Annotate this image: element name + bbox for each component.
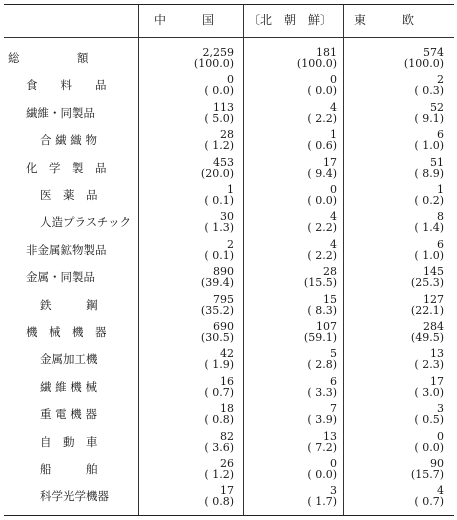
table-row (4, 211, 454, 239)
cell-value: 16 (220, 374, 234, 388)
cell-share: ( 0.8) (204, 495, 234, 509)
cell-share: (49.5) (410, 331, 444, 344)
row-label: 医 薬 品 (40, 188, 98, 202)
cell-share: (59.1) (303, 331, 337, 344)
table-cell (136, 321, 234, 343)
cell-value: 30 (220, 210, 234, 224)
cell-share: ( 0.7) (414, 495, 444, 509)
cell-value: 28 (220, 128, 234, 142)
cell-value: 574 (423, 46, 444, 59)
cell-share: ( 1.0) (414, 248, 444, 262)
table-cell (239, 157, 337, 179)
table-cell (239, 485, 337, 507)
cell-value: 0 (437, 429, 444, 443)
cell-value: 1 (437, 183, 444, 196)
cell-value: 6 (437, 128, 444, 142)
table-cell (136, 157, 234, 179)
table-cell (239, 74, 337, 96)
table-cell (136, 266, 234, 288)
cell-share: ( 0.3) (414, 84, 444, 98)
table-cell (346, 458, 444, 480)
cell-value: 13 (323, 429, 337, 443)
cell-share: ( 0.7) (204, 385, 234, 399)
cell-share: ( 3.6) (204, 440, 234, 454)
column-header-north-korea: 〔北 朝 鮮〕 (248, 13, 333, 27)
row-label: 食 料 品 (26, 78, 107, 93)
row-label: 自 動 車 (40, 434, 98, 449)
table-cell (346, 403, 444, 425)
row-label: 金属加工機 (40, 352, 98, 367)
cell-share: (39.4) (200, 276, 234, 290)
row-label: 総 額 (8, 51, 89, 65)
table-row (4, 458, 454, 486)
cell-share: (35.2) (200, 303, 234, 317)
table-cell (239, 239, 337, 261)
cell-value: 453 (213, 155, 234, 169)
table-cell (136, 184, 234, 206)
row-label: 科学光学機器 (40, 489, 109, 504)
table-row (4, 184, 454, 212)
cell-share: ( 0.0) (204, 84, 234, 98)
cell-value: 82 (220, 429, 234, 443)
row-label: 船 舶 (40, 462, 98, 476)
cell-value: 0 (330, 457, 337, 470)
table-cell (136, 403, 234, 425)
row-label: 機 械 機 器 (26, 325, 107, 339)
table-cell (239, 211, 337, 233)
cell-share: (25.3) (410, 276, 444, 290)
row-label: 合 繊 織 物 (40, 133, 97, 148)
cell-share: ( 1.2) (204, 468, 234, 481)
table-row (4, 239, 454, 267)
cell-share: ( 0.1) (204, 248, 234, 262)
row-label: 鉄 鋼 (40, 297, 98, 312)
cell-value: 1 (227, 183, 234, 196)
cell-value: 2,259 (202, 46, 234, 59)
table-cell (346, 47, 444, 69)
cell-share: ( 9.1) (414, 111, 444, 125)
table-cell (239, 266, 337, 288)
row-label: 重 電 機 器 (40, 407, 97, 422)
cell-share: ( 1.2) (204, 139, 234, 153)
table-row (4, 102, 454, 130)
cell-share: ( 7.2) (307, 440, 337, 454)
cell-value: 127 (423, 292, 444, 306)
cell-value: 17 (323, 155, 337, 169)
cell-value: 113 (213, 100, 234, 114)
row-label: 人造プラスチック (40, 215, 132, 230)
table-row (4, 348, 454, 376)
cell-value: 0 (330, 183, 337, 196)
cell-share: ( 9.4) (307, 166, 337, 180)
cell-share: (15.5) (303, 276, 337, 290)
column-header-east-europe: 東 欧 (354, 13, 415, 27)
cell-share: ( 0.2) (414, 194, 444, 207)
cell-share: ( 0.8) (204, 413, 234, 427)
table-row (4, 431, 454, 459)
cell-share: ( 1.0) (414, 139, 444, 153)
cell-share: ( 1.4) (414, 221, 444, 235)
cell-value: 28 (323, 265, 337, 279)
table-cell (136, 376, 234, 398)
row-label: 繊維・同製品 (26, 105, 95, 120)
cell-share: ( 2.2) (307, 221, 337, 235)
table-cell (346, 266, 444, 288)
cell-share: ( 0.0) (307, 84, 337, 98)
cell-value: 51 (430, 155, 444, 169)
cell-share: (100.0) (193, 57, 234, 70)
cell-value: 181 (316, 46, 337, 59)
table-cell (239, 294, 337, 316)
cell-value: 1 (330, 128, 337, 142)
table-cell (239, 47, 337, 69)
cell-share: ( 0.0) (307, 468, 337, 481)
table-cell (136, 294, 234, 316)
cell-share: ( 1.7) (307, 495, 337, 509)
cell-value: 8 (437, 210, 444, 224)
table-cell (136, 458, 234, 480)
cell-share: (100.0) (296, 57, 337, 70)
table-row (4, 47, 454, 75)
cell-value: 2 (227, 237, 234, 251)
table-row (4, 403, 454, 431)
row-label: 化 学 製 品 (26, 160, 107, 175)
table-cell (239, 129, 337, 151)
table-cell (136, 102, 234, 124)
cell-value: 42 (220, 347, 234, 361)
cell-share: (22.1) (410, 303, 444, 317)
cell-share: ( 0.0) (307, 194, 337, 207)
table-cell (136, 239, 234, 261)
table-cell (239, 376, 337, 398)
cell-share: ( 0.0) (414, 440, 444, 454)
cell-share: ( 8.3) (307, 303, 337, 317)
table-cell (346, 184, 444, 206)
table-cell (239, 102, 337, 124)
table-cell (346, 376, 444, 398)
cell-value: 4 (330, 237, 337, 251)
cell-value: 26 (220, 457, 234, 470)
cell-value: 4 (330, 210, 337, 224)
table-cell (136, 348, 234, 370)
trade-table (4, 4, 454, 516)
table-row (4, 74, 454, 102)
cell-value: 6 (437, 237, 444, 251)
table-cell (346, 239, 444, 261)
table-cell (346, 431, 444, 453)
row-label: 繊 維 機 械 (40, 379, 97, 394)
cell-share: ( 2.8) (307, 358, 337, 372)
table-cell (136, 211, 234, 233)
table-cell (136, 47, 234, 69)
table-cell (346, 348, 444, 370)
table-cell (136, 431, 234, 453)
cell-value: 18 (220, 402, 234, 416)
cell-share: (20.0) (200, 166, 234, 180)
table-row (4, 485, 454, 513)
table-row (4, 294, 454, 322)
table-row (4, 321, 454, 349)
cell-value: 690 (213, 320, 234, 333)
cell-value: 890 (213, 265, 234, 279)
table-cell (346, 485, 444, 507)
cell-share: ( 5.0) (204, 111, 234, 125)
cell-share: (30.5) (200, 331, 234, 344)
cell-value: 13 (430, 347, 444, 361)
table-cell (346, 157, 444, 179)
cell-value: 7 (330, 402, 337, 416)
cell-value: 3 (330, 484, 337, 498)
cell-value: 795 (213, 292, 234, 306)
cell-value: 6 (330, 374, 337, 388)
table-cell (346, 321, 444, 343)
cell-value: 0 (227, 73, 234, 87)
cell-share: ( 0.1) (204, 194, 234, 207)
cell-share: ( 3.0) (414, 385, 444, 399)
cell-value: 15 (323, 292, 337, 306)
table-row (4, 129, 454, 157)
header-divider (4, 37, 454, 38)
table-cell (346, 294, 444, 316)
cell-value: 2 (437, 73, 444, 87)
table-cell (346, 74, 444, 96)
cell-value: 284 (423, 320, 444, 333)
table-row (4, 266, 454, 294)
cell-value: 5 (330, 347, 337, 361)
cell-value: 3 (437, 402, 444, 416)
cell-share: ( 1.3) (204, 221, 234, 235)
table-cell (136, 74, 234, 96)
row-label: 非金属鉱物製品 (26, 242, 107, 257)
cell-value: 107 (316, 320, 337, 333)
cell-value: 52 (430, 100, 444, 114)
table-cell (136, 129, 234, 151)
table-cell (346, 129, 444, 151)
table-cell (239, 458, 337, 480)
table-cell (136, 485, 234, 507)
cell-share: ( 0.5) (414, 413, 444, 427)
cell-share: ( 2.2) (307, 111, 337, 125)
table-cell (239, 184, 337, 206)
cell-value: 4 (330, 100, 337, 114)
row-label: 金属・同製品 (26, 270, 95, 285)
table-cell (239, 403, 337, 425)
cell-share: ( 2.3) (414, 358, 444, 372)
table-cell (346, 211, 444, 233)
table-cell (239, 431, 337, 453)
cell-value: 4 (437, 484, 444, 498)
cell-value: 17 (430, 374, 444, 388)
cell-value: 17 (220, 484, 234, 498)
table-row (4, 376, 454, 404)
column-header-china: 中 国 (154, 13, 215, 27)
cell-share: ( 3.3) (307, 385, 337, 399)
cell-share: ( 8.9) (414, 166, 444, 180)
cell-share: ( 2.2) (307, 248, 337, 262)
cell-share: ( 0.6) (307, 139, 337, 153)
table-row (4, 157, 454, 185)
cell-share: (15.7) (410, 468, 444, 481)
table-cell (239, 348, 337, 370)
cell-value: 145 (423, 265, 444, 279)
cell-value: 0 (330, 73, 337, 87)
cell-share: (100.0) (403, 57, 444, 70)
cell-value: 90 (430, 457, 444, 470)
table-cell (239, 321, 337, 343)
cell-share: ( 1.9) (204, 358, 234, 372)
table-cell (346, 102, 444, 124)
cell-share: ( 3.9) (307, 413, 337, 427)
